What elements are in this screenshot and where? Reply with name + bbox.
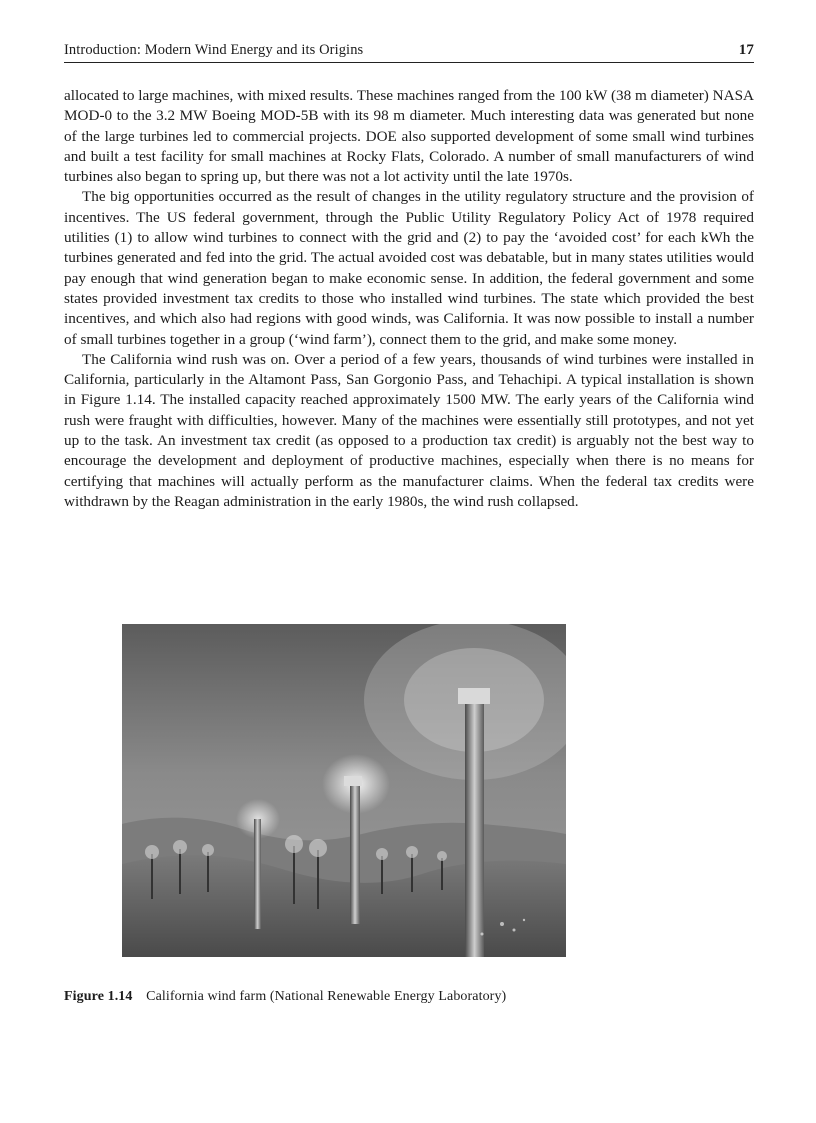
wind-farm-illustration <box>122 624 566 957</box>
paragraph-1: allocated to large machines, with mixed results. These machines ranged from the 100 kW (38 m diameter) NASA MOD-0 to the 3.2 MW Boeing MOD-5B with its 98 m diameter. Much interesting data was generated but none of the large turbines led to commercial projects. DOE also supported development of some small wind turbines and built a test facility for small machines at Rocky Flats, Colorado. A number of small manufacturers of wind turbines also began to spring up, but there was not a lot activity until the late 1970s. <box>64 87 754 186</box>
wind-farm-photo <box>122 624 566 957</box>
figure-label: Figure 1.14 <box>64 989 133 1004</box>
page-number: 17 <box>738 42 754 58</box>
running-title: Introduction: Modern Wind Energy and its Origins <box>64 42 364 58</box>
figure-caption <box>64 989 506 1005</box>
figure-caption-text: California wind farm (National Renewable Energy Laboratory) <box>146 989 507 1004</box>
body-text <box>64 86 754 512</box>
paragraph-3: The California wind rush was on. Over a period of a few years, thousands of wind turbines were installed in California, particularly in the Altamont Pass, San Gorgonio Pass, and Tehachipi. A typical installation is shown in Figure 1.14. The installed capacity reached approximately 1500 MW. The early years of the California wind rush were fraught with difficulties, however. Many of the machines were essentially still prototypes, and not yet up to the task. An investment tax credit (as opposed to a production tax credit) is arguably not the best way to encourage the development and deployment of productive machines, especially when there is no means for certifying that machines will actually perform as the manufacturer claims. When the federal tax credits were withdrawn by the Reagan administration in the early 1980s, the wind rush collapsed. <box>64 350 754 510</box>
page <box>64 42 754 512</box>
running-header <box>64 42 754 63</box>
paragraph-2: The big opportunities occurred as the result of changes in the utility regulatory structure and the provision of incentives. The US federal government, through the Public Utility Regulatory Policy Act of 1978 required utilities (1) to allow wind turbines to connect with the grid and (2) to pay the ‘avoided cost’ for each kWh the turbines generated and fed into the grid. The actual avoided cost was debatable, but in many states utilities would pay enough that wind generation began to make economic sense. In addition, the federal government and some states provided investment tax credits to those who installed wind turbines. The state which provided the best incentives, and which also had regions with good winds, was California. It was now possible to install a number of small turbines together in a group (‘wind farm’), connect them to the grid, and make some money. <box>64 188 754 348</box>
